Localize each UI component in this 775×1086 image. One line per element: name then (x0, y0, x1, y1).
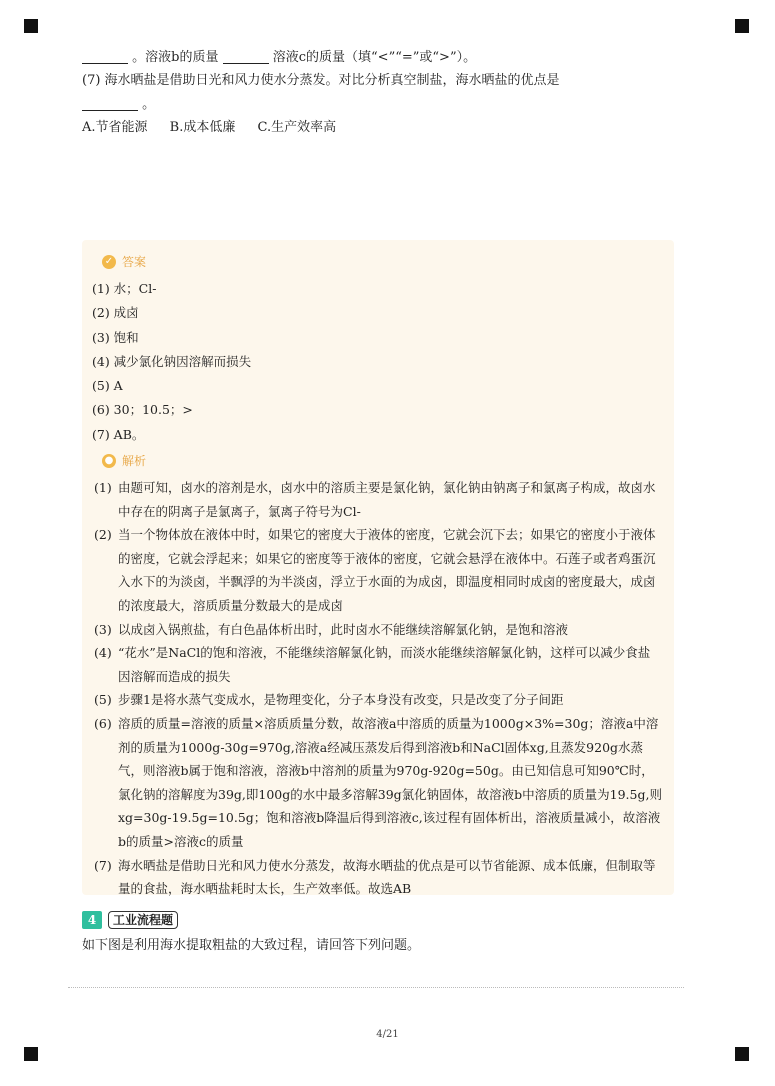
answer-blank[interactable] (82, 96, 138, 111)
analysis-heading: ● 解析 (102, 452, 146, 469)
q7-text: (7) 海水晒盐是借助日光和风力使水分蒸发。对比分析真空制盐，海水晒盐的优点是 (82, 73, 560, 88)
corner-mark-bottom-left (24, 1047, 38, 1061)
analysis-item: (1) 由题可知，卤水的溶剂是水，卤水中的溶质主要是氯化钠，氯化钠由钠离子和氯离子构成，故卤水中存在的阴离子是氯离子，氯离子符号为Cl- (94, 480, 656, 519)
answer-item: (6) 30；10.5；> (92, 402, 193, 418)
analysis-item: (2) 当一个物体放在液体中时，如果它的密度大于液体的密度，它就会沉下去；如果它的密度小于液体的密度，它就会浮起来；如果它的密度等于液体的密度，它就会悬浮在液体中。石莲子或者鸡蛋沉入水下的为淡卤，半飘浮的为半淡卤，浮立于水面的为成卤，即温度相同时成卤的密度最大，成卤的浓度最大，溶质质量分数最大的是成卤 (94, 527, 656, 613)
corner-mark-top-right (735, 19, 749, 33)
lightbulb-icon: ● (102, 454, 116, 468)
q7-options (82, 116, 354, 135)
answer-item: (7) AB。 (92, 426, 145, 442)
answer-blank[interactable] (82, 49, 128, 64)
question-6-continuation (82, 46, 715, 70)
question-number-badge: 4 (82, 911, 102, 929)
answer-item: (1) 水；Cl- (92, 281, 157, 296)
analysis-item: (5) 步骤1是将水蒸气变成水，是物理变化，分子本身没有改变，只是改变了分子间距 (94, 692, 564, 708)
analysis-item: (6) 溶质的质量=溶液的质量×溶质质量分数，故溶液a中溶质的质量为1000g×3%=30g；溶液a中溶剂的质量为1000g-30g=970g,溶液a经减压蒸发后得到溶液b和NaCl固体xg,且蒸发920g水蒸气，则溶液b属于饱和溶液，溶液b中溶剂的质量为970g-920g=50g。由已知信息可知90℃时，氯化钠的溶解度为39g,即100g的水中最多溶解39g氯化钠固体，故溶液b中溶质的质量为19.5g,则xg=30g-19.5g=10.5g；饱和溶液b降温后得到溶液c,该过程有固体析出，溶液质量减小，故溶液b的质量>溶液c的质量 (94, 715, 662, 849)
question-7-blank-line (82, 93, 715, 117)
answer-item: (2) 成卤 (92, 305, 139, 321)
option-b: B.成本低廉 (169, 120, 236, 135)
analysis-item: (7) 海水晒盐是借助日光和风力使水分蒸发，故海水晒盐的优点是可以节省能源、成本低廉，但制取等量的食盐，海水晒盐耗时太长，生产效率低。故选AB (94, 857, 656, 897)
analysis-item: (3) 以成卤入锅煎盐，有白色晶体析出时，此时卤水不能继续溶解氯化钠，是饱和溶液 (94, 621, 569, 637)
question-7 (82, 69, 715, 93)
check-circle-icon: ✓ (102, 255, 116, 269)
answer-item: (5) A (92, 378, 123, 394)
question-4-header (82, 911, 178, 929)
answer-list (92, 277, 251, 447)
answer-blank[interactable] (223, 49, 269, 64)
analysis-list (94, 476, 662, 901)
option-a: A.节省能源 (82, 120, 148, 135)
answer-analysis-box (82, 240, 674, 895)
option-c: C.生产效率高 (257, 120, 337, 135)
answer-item: (4) 减少氯化钠因溶解而损失 (92, 353, 252, 369)
q7-text-end: 。 (142, 97, 156, 112)
question-4-text: 如下图是利用海水提取粗盐的大致过程，请回答下列问题。 (82, 938, 421, 953)
answer-item: (3) 饱和 (92, 329, 139, 345)
corner-mark-top-left (24, 19, 38, 33)
q6-text-b: 溶液c的质量（填“<”“=”或“>”）。 (272, 50, 477, 65)
page-divider (68, 987, 684, 988)
corner-mark-bottom-right (735, 1047, 749, 1061)
analysis-item: (4) “花水”是NaCl的饱和溶液，不能继续溶解氯化钠，而淡水能继续溶解氯化钠，这样可以减少食盐因溶解而造成的损失 (94, 645, 651, 684)
page-number: 4/21 (376, 1029, 399, 1040)
question-type-tag: 工业流程题 (108, 911, 178, 929)
answer-heading: ✓ 答案 (102, 253, 146, 270)
q6-text-a: 。溶液b的质量 (132, 50, 219, 65)
